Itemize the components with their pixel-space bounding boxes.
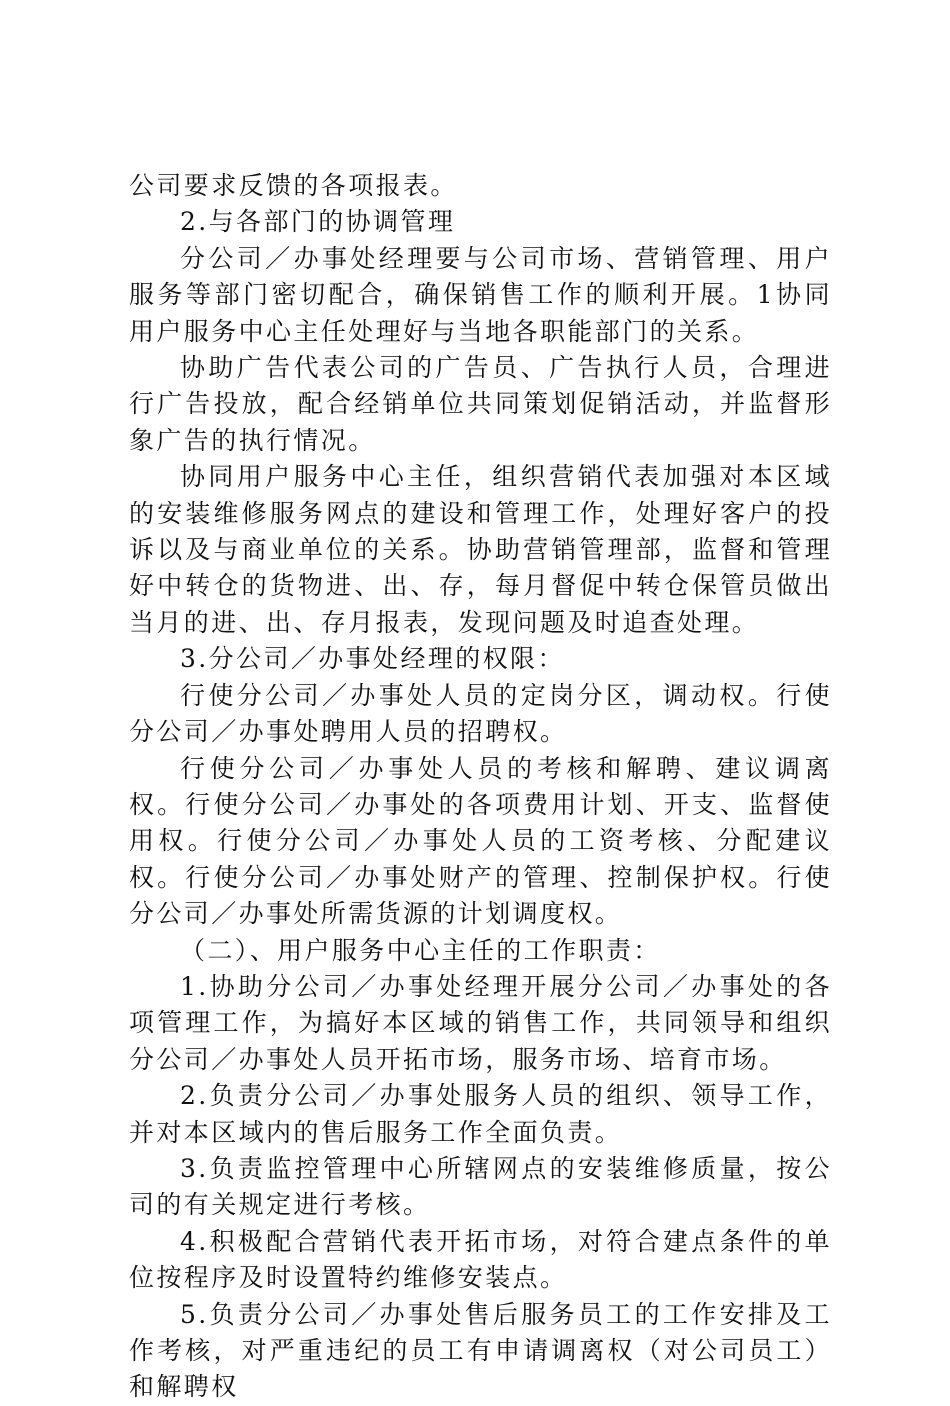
paragraph-financial-authority: 行使分公司／办事处人员的考核和解聘、建议调离权。行使分公司／办事处的各项费用计划、开支、监督使用权。行使分公司／办事处人员的工资考核、分配建议权。行使分公司／办事处财产的管理、控制保护权。行使分公司／办事处所需货源的计划调度权。 (129, 753, 832, 929)
paragraph-service-network: 协同用户服务中心主任，组织营销代表加强对本区域的安装维修服务网点的建设和管理工作，处理好客户的投诉以及与商业单位的关系。协助营销管理部，监督和管理好中转仓的货物进、出、存，每月督促中转仓保管员做出当月的进、出、存月报表，发现问题及时追查处理。 (129, 462, 832, 637)
document-body (129, 168, 832, 1406)
list-item-duty-2: 2.负责分公司／办事处服务人员的组织、领导工作，并对本区域内的售后服务工作全面负责。 (129, 1081, 832, 1147)
list-item-duty-3: 3.负责监控管理中心所辖网点的安装维修质量，按公司的有关规定进行考核。 (129, 1153, 832, 1220)
heading-service-center-duties: （二）、用户服务中心主任的工作职责： (180, 935, 661, 965)
paragraph-staffing-authority: 行使分公司／办事处人员的定岗分区，调动权。行使分公司／办事处聘用人员的招聘权。 (129, 680, 832, 747)
heading-manager-authority: 3.分公司／办事处经理的权限： (180, 644, 565, 674)
list-item-duty-4: 4.积极配合营销代表开拓市场，对符合建点条件的单位按程序及时设置特约维修安装点。 (129, 1226, 832, 1293)
paragraph-cooperation: 分公司／办事处经理要与公司市场、营销管理、用户服务等部门密切配合，确保销售工作的顺利开展。1协同用户服务中心主任处理好与当地各职能部门的关系。 (129, 243, 832, 346)
paragraph-advertising: 协助广告代表公司的广告员、广告执行人员，合理进行广告投放，配合经销单位共同策划促销活动，并监督形象广告的执行情况。 (129, 353, 832, 455)
list-item-duty-1: 1.协助分公司／办事处经理开展分公司／办事处的各项管理工作，为搞好本区域的销售工作，共同领导和组织分公司／办事处人员开拓市场，服务市场、培育市场。 (129, 971, 832, 1074)
list-item-duty-5: 5.负责分公司／办事处售后服务员工的工作安排及工作考核，对严重违纪的员工有申请调离权（对公司员工）和解聘权 (129, 1299, 832, 1402)
heading-department-coordination: 2.与各部门的协调管理 (180, 207, 456, 237)
paragraph-report-continuation: 公司要求反馈的各项报表。 (129, 171, 458, 200)
